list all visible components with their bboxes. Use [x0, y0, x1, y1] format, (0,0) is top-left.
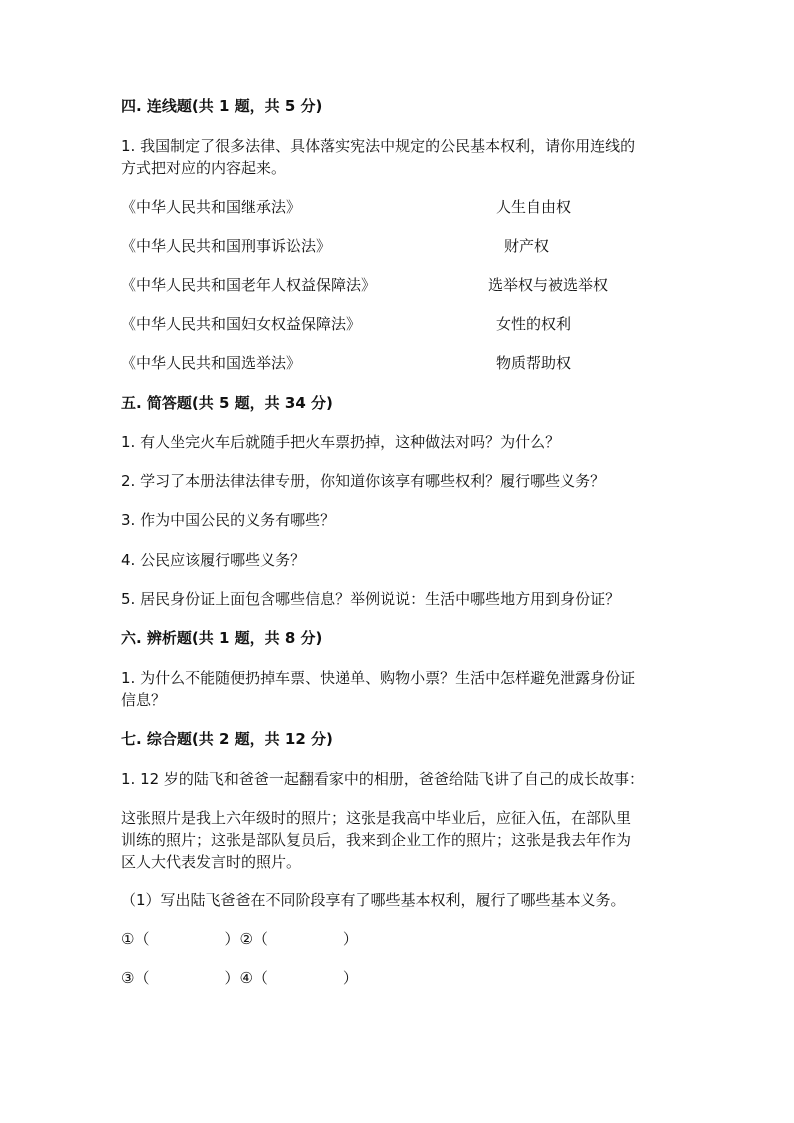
right-item-1: 人生自由权	[496, 198, 572, 216]
section-6-question-1-line-1: 1. 为什么不能随便扔掉车票、快递单、购物小票？生活中怎样避免泄露身份证	[121, 669, 636, 687]
section-4-question-1-line-1: 1. 我国制定了很多法律、具体落实宪法中规定的公民基本权利，请你用连线的	[121, 137, 636, 155]
law-item-5: 《中华人民共和国选举法》	[121, 354, 302, 372]
answer-blanks-row-2: ③（ ）④（ ）	[121, 969, 358, 987]
story-line-3: 区人大代表发言时的照片。	[121, 853, 302, 871]
section-4-question-1-line-2: 方式把对应的内容起来。	[121, 159, 287, 177]
story-line-2: 训练的照片；这张是部队复员后，我来到企业工作的照片；这张是我去年作为	[121, 831, 632, 849]
right-item-4: 女性的权利	[496, 315, 572, 333]
section-7-question-1: 1. 12 岁的陆飞和爸爸一起翻看家中的相册，爸爸给陆飞讲了自己的成长故事：	[121, 770, 644, 788]
section-5-question-5: 5. 居民身份证上面包含哪些信息？举例说说：生活中哪些地方用到身份证？	[121, 590, 621, 608]
section-5-question-4: 4. 公民应该履行哪些义务？	[121, 551, 306, 569]
section-5-heading: 五. 简答题(共 5 题，共 34 分)	[121, 394, 333, 412]
section-5-question-1: 1. 有人坐完火车后就随手把火车票扔掉，这种做法对吗？为什么？	[121, 433, 561, 451]
story-line-1: 这张照片是我上六年级时的照片；这张是我高中毕业后，应征入伍，在部队里	[121, 809, 632, 827]
right-item-3: 选举权与被选举权	[488, 276, 609, 294]
right-item-5: 物质帮助权	[496, 354, 572, 372]
section-4-heading: 四. 连线题(共 1 题，共 5 分)	[121, 97, 323, 115]
section-7-heading: 七. 综合题(共 2 题，共 12 分)	[121, 730, 333, 748]
answer-blanks-row-1: ①（ ）②（ ）	[121, 930, 358, 948]
section-6-question-1-line-2: 信息？	[121, 691, 167, 709]
section-5-question-2: 2. 学习了本册法律法律专册，你知道你该享有哪些权利？履行哪些义务？	[121, 472, 606, 490]
sub-question-1: （1）写出陆飞爸爸在不同阶段享有了哪些基本权利，履行了哪些基本义务。	[121, 891, 626, 909]
law-item-2: 《中华人民共和国刑事诉讼法》	[121, 237, 332, 255]
law-item-4: 《中华人民共和国妇女权益保障法》	[121, 315, 362, 333]
right-item-2: 财产权	[504, 237, 550, 255]
law-item-3: 《中华人民共和国老年人权益保障法》	[121, 276, 377, 294]
section-5-question-3: 3. 作为中国公民的义务有哪些？	[121, 511, 336, 529]
section-6-heading: 六. 辨析题(共 1 题，共 8 分)	[121, 629, 323, 647]
law-item-1: 《中华人民共和国继承法》	[121, 198, 302, 216]
